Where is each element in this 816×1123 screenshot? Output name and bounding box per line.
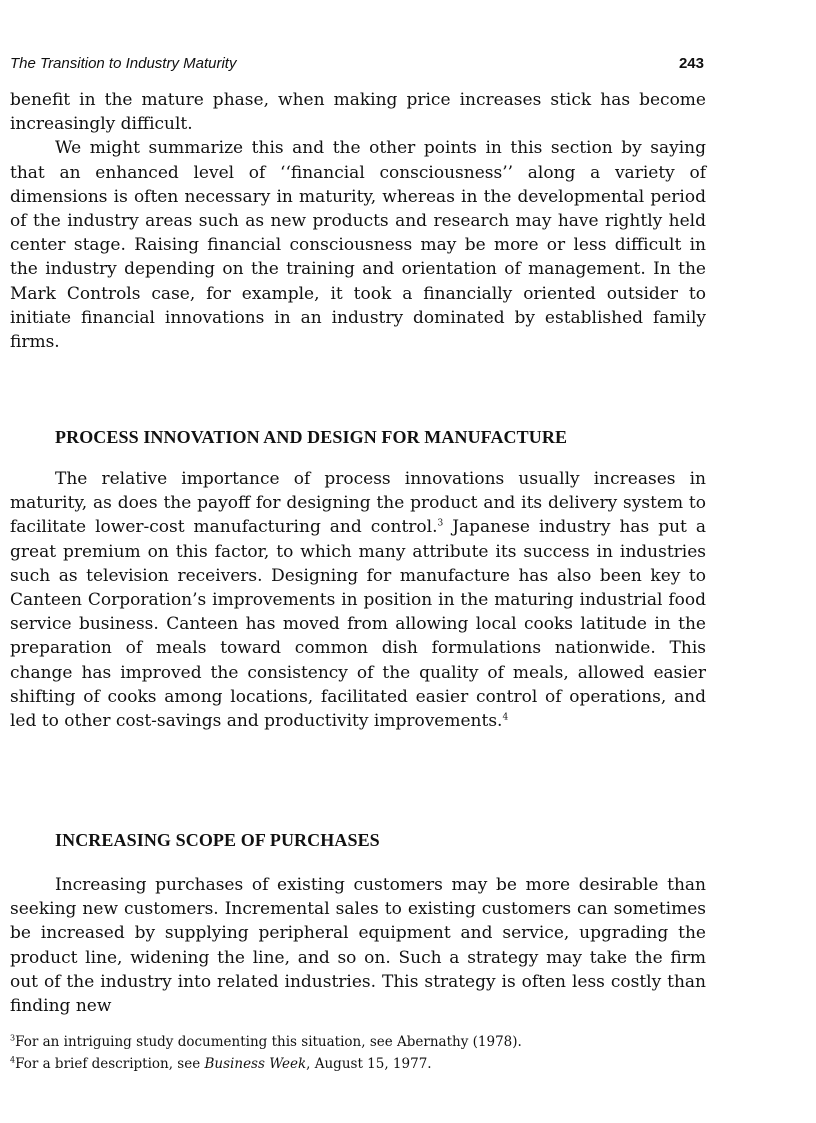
footnote-3	[10, 1031, 706, 1053]
paragraph-process-innovation	[10, 467, 706, 733]
running-header	[10, 55, 706, 77]
footnote-ref-4: 4	[502, 712, 509, 723]
section-heading-process-innovation: PROCESS INNOVATION AND DESIGN FOR MANUFACTURE	[55, 427, 568, 447]
paragraph-text: The relative importance of process innovations usually increases in maturity, as does the payoff for designing the product and its delivery system to facilitate lower-cost manufacturing and control.	[10, 469, 706, 538]
paragraph-text: Japanese industry has put a great premium on this factor, to which many attribute its success in industries such as television receivers. Designing for manufacture has also been key to Canteen Corporation’s improvements in position in the maturing industrial food service business. Canteen has moved from allowing local cooks latitude in the preparation of meals toward common dish formulations nationwide. This change has improved the consistency of the quality of meals, allowed easier shifting of cooks among locations, facilitated easier control of operations, and led to other cost-savings and productivity improvements.	[10, 517, 707, 732]
footnote-text: For a brief description, see	[15, 1056, 205, 1072]
paragraph-financial-consciousness: We might summarize this and the other points in this section by saying that an enhanced level of ‘‘financial consciousness’’ along a variety of dimensions is often necessary in maturity, whereas in the developmental period of the industry areas such as new products and research may have rightly held center stage. Raising financial consciousness may be more or less difficult in the industry depending on the training and orientation of management. In the Mark Controls case, for example, it took a financially oriented outsider to initiate financial innovations in an industry dominated by established family firms.	[10, 138, 706, 353]
footnote-text: , August 15, 1977.	[306, 1056, 432, 1072]
page-number: 243	[678, 55, 704, 72]
footnote-mark: 3	[10, 1033, 16, 1043]
section-heading-scope-of-purchases: INCREASING SCOPE OF PURCHASES	[55, 830, 380, 850]
paragraph-continued: benefit in the mature phase, when making price increases stick has become increasingly difficult.	[10, 90, 706, 135]
paragraph-scope-of-purchases: Increasing purchases of existing customers may be more desirable than seeking new customers. Incremental sales to existing customers can sometimes be increased by supplying peripheral equipment and service, upgrading the product line, widening the line, and so on. Such a strategy may take the firm out of the industry into related industries. This strategy is often less costly than finding new	[10, 875, 706, 1017]
footnotes	[10, 1031, 706, 1075]
footnote-mark: 4	[10, 1055, 16, 1065]
footnote-ref-3: 3	[437, 518, 444, 529]
footnote-4	[10, 1053, 706, 1075]
footnote-text: For an intriguing study documenting this situation, see Abernathy (1978).	[15, 1034, 522, 1050]
running-title: The Transition to Industry Maturity	[10, 55, 237, 72]
footnote-citation-title: Business Week	[204, 1056, 307, 1072]
